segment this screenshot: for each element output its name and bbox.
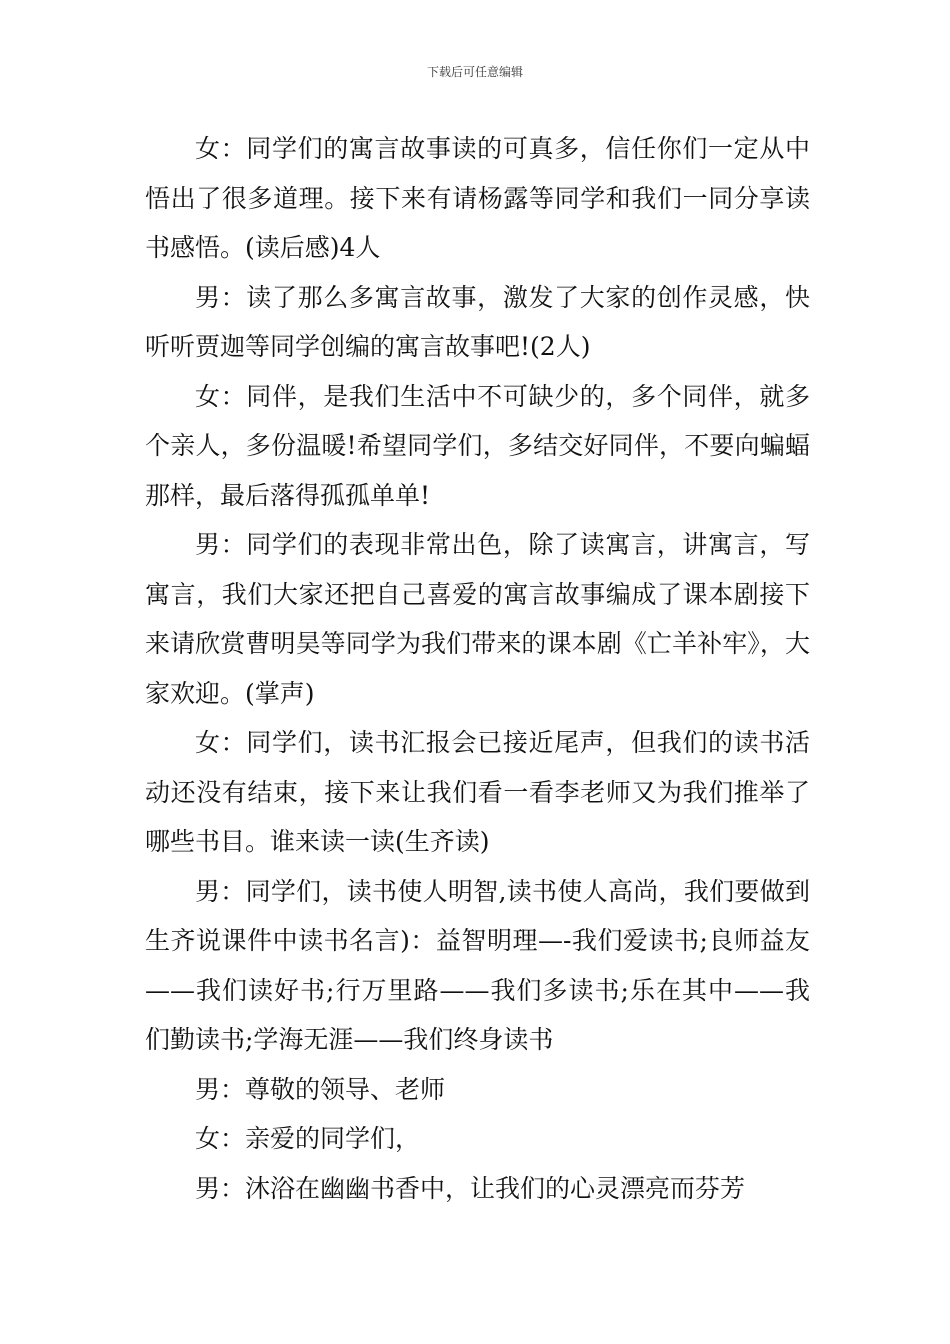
paragraph-9: 男：沐浴在幽幽书香中，让我们的心灵漂亮而芬芳 [195, 1173, 746, 1203]
paragraph-7: 男：尊敬的领导、老师 [195, 1074, 446, 1104]
paragraph-6: 男：同学们，读书使人明智,读书使人高尚，我们要做到生齐说课件中读书名言)：益智明理—-我们爱读书;良师益友——我们读好书;行万里路——我们多读书;乐在其中——我们勤读书;学海无涯——我们终身读书 [145, 876, 810, 1054]
document-body [145, 124, 810, 1213]
paragraph-2: 男：读了那么多寓言故事，激发了大家的创作灵感，快听听贾迦等同学创编的寓言故事吧!(2人) [145, 282, 810, 361]
paragraph-3: 女：同伴，是我们生活中不可缺少的，多个同伴，就多个亲人，多份温暖!希望同学们，多结交好同伴，不要向蝙蝠那样，最后落得孤孤单单! [145, 381, 810, 510]
paragraph-1: 女：同学们的寓言故事读的可真多，信任你们一定从中悟出了很多道理。接下来有请杨露等同学和我们一同分享读书感悟。(读后感)4人 [145, 134, 810, 262]
paragraph-8: 女：亲爱的同学们， [195, 1124, 421, 1153]
page-header: 下载后可任意编辑 [426, 65, 523, 79]
paragraph-5: 女：同学们，读书汇报会已接近尾声，但我们的读书活动还没有结束，接下来让我们看一看李老师又为我们推举了哪些书目。谁来读一读(生齐读) [145, 728, 810, 856]
paragraph-4: 男：同学们的表现非常出色，除了读寓言，讲寓言，写寓言，我们大家还把自己喜爱的寓言故事编成了课本剧接下来请欣赏曹明昊等同学为我们带来的课本剧《亡羊补牢》，大家欢迎。(掌声) [145, 530, 810, 708]
